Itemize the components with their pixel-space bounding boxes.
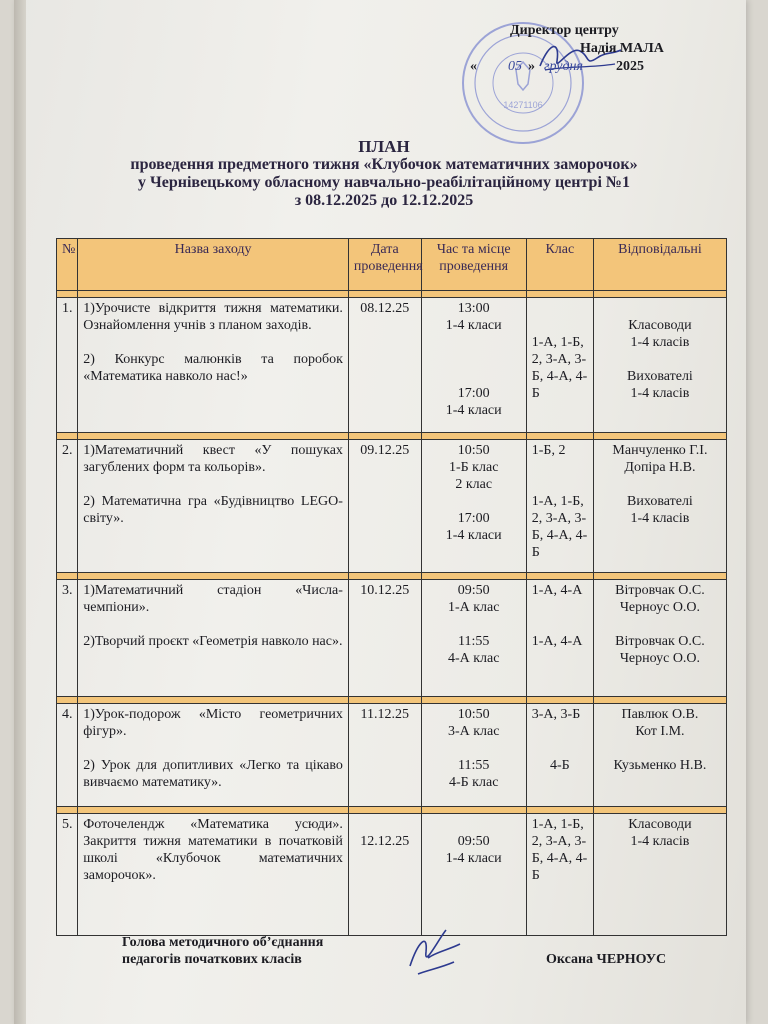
responsible-value: Допіра Н.В. <box>624 460 696 475</box>
responsible-value: Кузьменко Н.В. <box>613 758 707 773</box>
row-responsible <box>593 580 726 697</box>
responsible-value: Класоводи <box>628 318 692 333</box>
title-line-2: проведення предметного тижня «Клубочок математичних заморочок» <box>130 156 638 173</box>
responsible-value: 1-4 класів <box>630 386 690 401</box>
approval-quote-close: » <box>528 59 535 74</box>
row-event-name <box>78 580 349 697</box>
responsible-value: Кот І.М. <box>635 724 685 739</box>
row-event-name <box>78 814 349 936</box>
event-item: Фоточелендж «Математика усюди». Закриття тижня математики в початковій школі «Клубочок математичних заморочок». <box>83 817 343 883</box>
event-item: 1)Математичний стадіон «Числа-чемпіони». <box>83 583 343 615</box>
row-responsible <box>593 298 726 433</box>
title-line-4: з 08.12.2025 до 12.12.2025 <box>294 192 474 209</box>
row-gap <box>57 807 727 814</box>
event-item: 1)Математичний квест «У пошуках загублених форм та кольорів». <box>83 443 343 475</box>
row-class <box>526 704 593 807</box>
responsible-value: 1-4 класів <box>630 511 690 526</box>
row-time <box>421 704 526 807</box>
approval-day: 05 <box>508 59 522 74</box>
row-class <box>526 298 593 433</box>
time-value: 09:50 <box>457 583 490 598</box>
footer-position-line-2: педагогів початкових класів <box>122 952 302 967</box>
table-row <box>57 704 727 807</box>
table-row <box>57 580 727 697</box>
time-value: 13:00 <box>457 301 490 316</box>
class-value: 3-А, 3-Б <box>531 707 581 722</box>
place-value: 2 клас <box>455 477 493 492</box>
row-gap <box>57 697 727 704</box>
place-value: 1-4 класи <box>445 851 502 866</box>
row-num: 1. <box>57 298 78 433</box>
responsible-value: Манчуленко Г.І. <box>612 443 708 458</box>
time-value: 09:50 <box>457 834 490 849</box>
header-class: Клас <box>526 239 593 291</box>
event-item: 1)Урочисте відкриття тижня математики. Ознайомлення учнів з планом заходів. <box>83 301 343 333</box>
row-class <box>526 440 593 573</box>
row-responsible <box>593 704 726 807</box>
event-item: 2)Творчий проєкт «Геометрія навколо нас». <box>83 634 343 649</box>
header-gap-row <box>57 291 727 298</box>
row-class <box>526 814 593 936</box>
row-time <box>421 814 526 936</box>
responsible-value: Вітровчак О.С. <box>615 583 705 598</box>
responsible-value: Павлюк О.В. <box>621 707 699 722</box>
approval-year: 2025 <box>616 59 644 74</box>
table-row <box>57 440 727 573</box>
class-value: 1-А, 4-А <box>531 583 583 598</box>
place-value: 4-А клас <box>447 651 500 666</box>
title-line-3: у Чернівецькому обласному навчально-реабілітаційному центрі №1 <box>138 174 630 191</box>
place-value: 1-4 класи <box>445 318 502 333</box>
row-time <box>421 580 526 697</box>
row-num: 2. <box>57 440 78 573</box>
header-name: Назва заходу <box>78 239 349 291</box>
responsible-value: Вихователі <box>627 494 693 509</box>
responsible-value: 1-4 класів <box>630 335 690 350</box>
event-item: 2) Урок для допитливих «Легко та цікаво вивчаємо математику». <box>83 758 343 790</box>
event-item: 2) Конкурс малюнків та поробок «Математика навколо нас!» <box>83 352 343 384</box>
row-gap <box>57 573 727 580</box>
responsible-value: Черноус О.О. <box>619 600 701 615</box>
place-value: 4-Б клас <box>448 775 499 790</box>
place-value: 1-4 класи <box>445 403 502 418</box>
row-event-name <box>78 704 349 807</box>
row-event-name <box>78 440 349 573</box>
responsible-value: Вихователі <box>627 369 693 384</box>
event-item: 2) Математична гра «Будівництво LEGO-світу». <box>83 494 343 526</box>
title-line-1: ПЛАН <box>358 137 410 156</box>
footer-position-line-1: Голова методичного об’єднання <box>122 935 324 950</box>
class-value: 4-Б <box>549 758 570 773</box>
row-gap <box>57 433 727 440</box>
time-value: 17:00 <box>457 511 490 526</box>
row-responsible <box>593 440 726 573</box>
class-value: 1-А, 1-Б, 2, 3-А, 3-Б, 4-А, 4-Б <box>531 335 588 401</box>
header-resp: Відповідальні <box>593 239 726 291</box>
row-time <box>421 298 526 433</box>
approval-name: Надія МАЛА <box>580 41 664 56</box>
time-value: 11:55 <box>458 634 490 649</box>
responsible-value: Вітровчак О.С. <box>615 634 705 649</box>
footer-signer-name: Оксана ЧЕРНОУС <box>546 952 667 967</box>
table-row <box>57 814 727 936</box>
class-value: 1-Б, 2 <box>531 443 566 458</box>
responsible-value: Черноус О.О. <box>619 651 701 666</box>
time-value: 10:50 <box>457 707 490 722</box>
approval-quote-open: « <box>470 59 477 74</box>
row-date: 10.12.25 <box>348 580 421 697</box>
row-date: 09.12.25 <box>348 440 421 573</box>
footer-position <box>122 934 382 968</box>
svg-text:14271106: 14271106 <box>503 100 543 110</box>
row-class <box>526 580 593 697</box>
time-value: 17:00 <box>457 386 490 401</box>
place-value: 1-А клас <box>447 600 500 615</box>
row-responsible <box>593 814 726 936</box>
header-date: Дата проведення <box>348 239 421 291</box>
row-date: 11.12.25 <box>348 704 421 807</box>
table-header-row <box>57 239 727 291</box>
row-date: 08.12.25 <box>348 298 421 433</box>
time-value: 10:50 <box>457 443 490 458</box>
head-signature-icon <box>398 922 468 982</box>
place-value: 1-Б клас <box>448 460 499 475</box>
plan-title <box>0 138 768 210</box>
row-date: 12.12.25 <box>348 814 421 936</box>
row-num: 5. <box>57 814 78 936</box>
place-value: 1-4 класи <box>445 528 502 543</box>
header-time: Час та місце проведення <box>421 239 526 291</box>
table-row <box>57 298 727 433</box>
row-num: 3. <box>57 580 78 697</box>
responsible-value: 1-4 класів <box>630 834 690 849</box>
row-event-name <box>78 298 349 433</box>
header-num: № <box>57 239 78 291</box>
responsible-value: Класоводи <box>628 817 692 832</box>
class-value: 1-А, 1-Б, 2, 3-А, 3-Б, 4-А, 4-Б <box>531 817 588 883</box>
place-value: 3-А клас <box>447 724 500 739</box>
class-value: 1-А, 4-А <box>531 634 583 649</box>
event-item: 1)Урок-подорож «Місто геометричних фігур». <box>83 707 343 739</box>
row-time <box>421 440 526 573</box>
approval-position: Директор центру <box>510 23 619 38</box>
time-value: 11:55 <box>458 758 490 773</box>
row-num: 4. <box>57 704 78 807</box>
events-table <box>56 238 727 936</box>
approval-month: грудня <box>544 59 583 74</box>
class-value: 1-А, 1-Б, 2, 3-А, 3-Б, 4-А, 4-Б <box>531 494 588 560</box>
